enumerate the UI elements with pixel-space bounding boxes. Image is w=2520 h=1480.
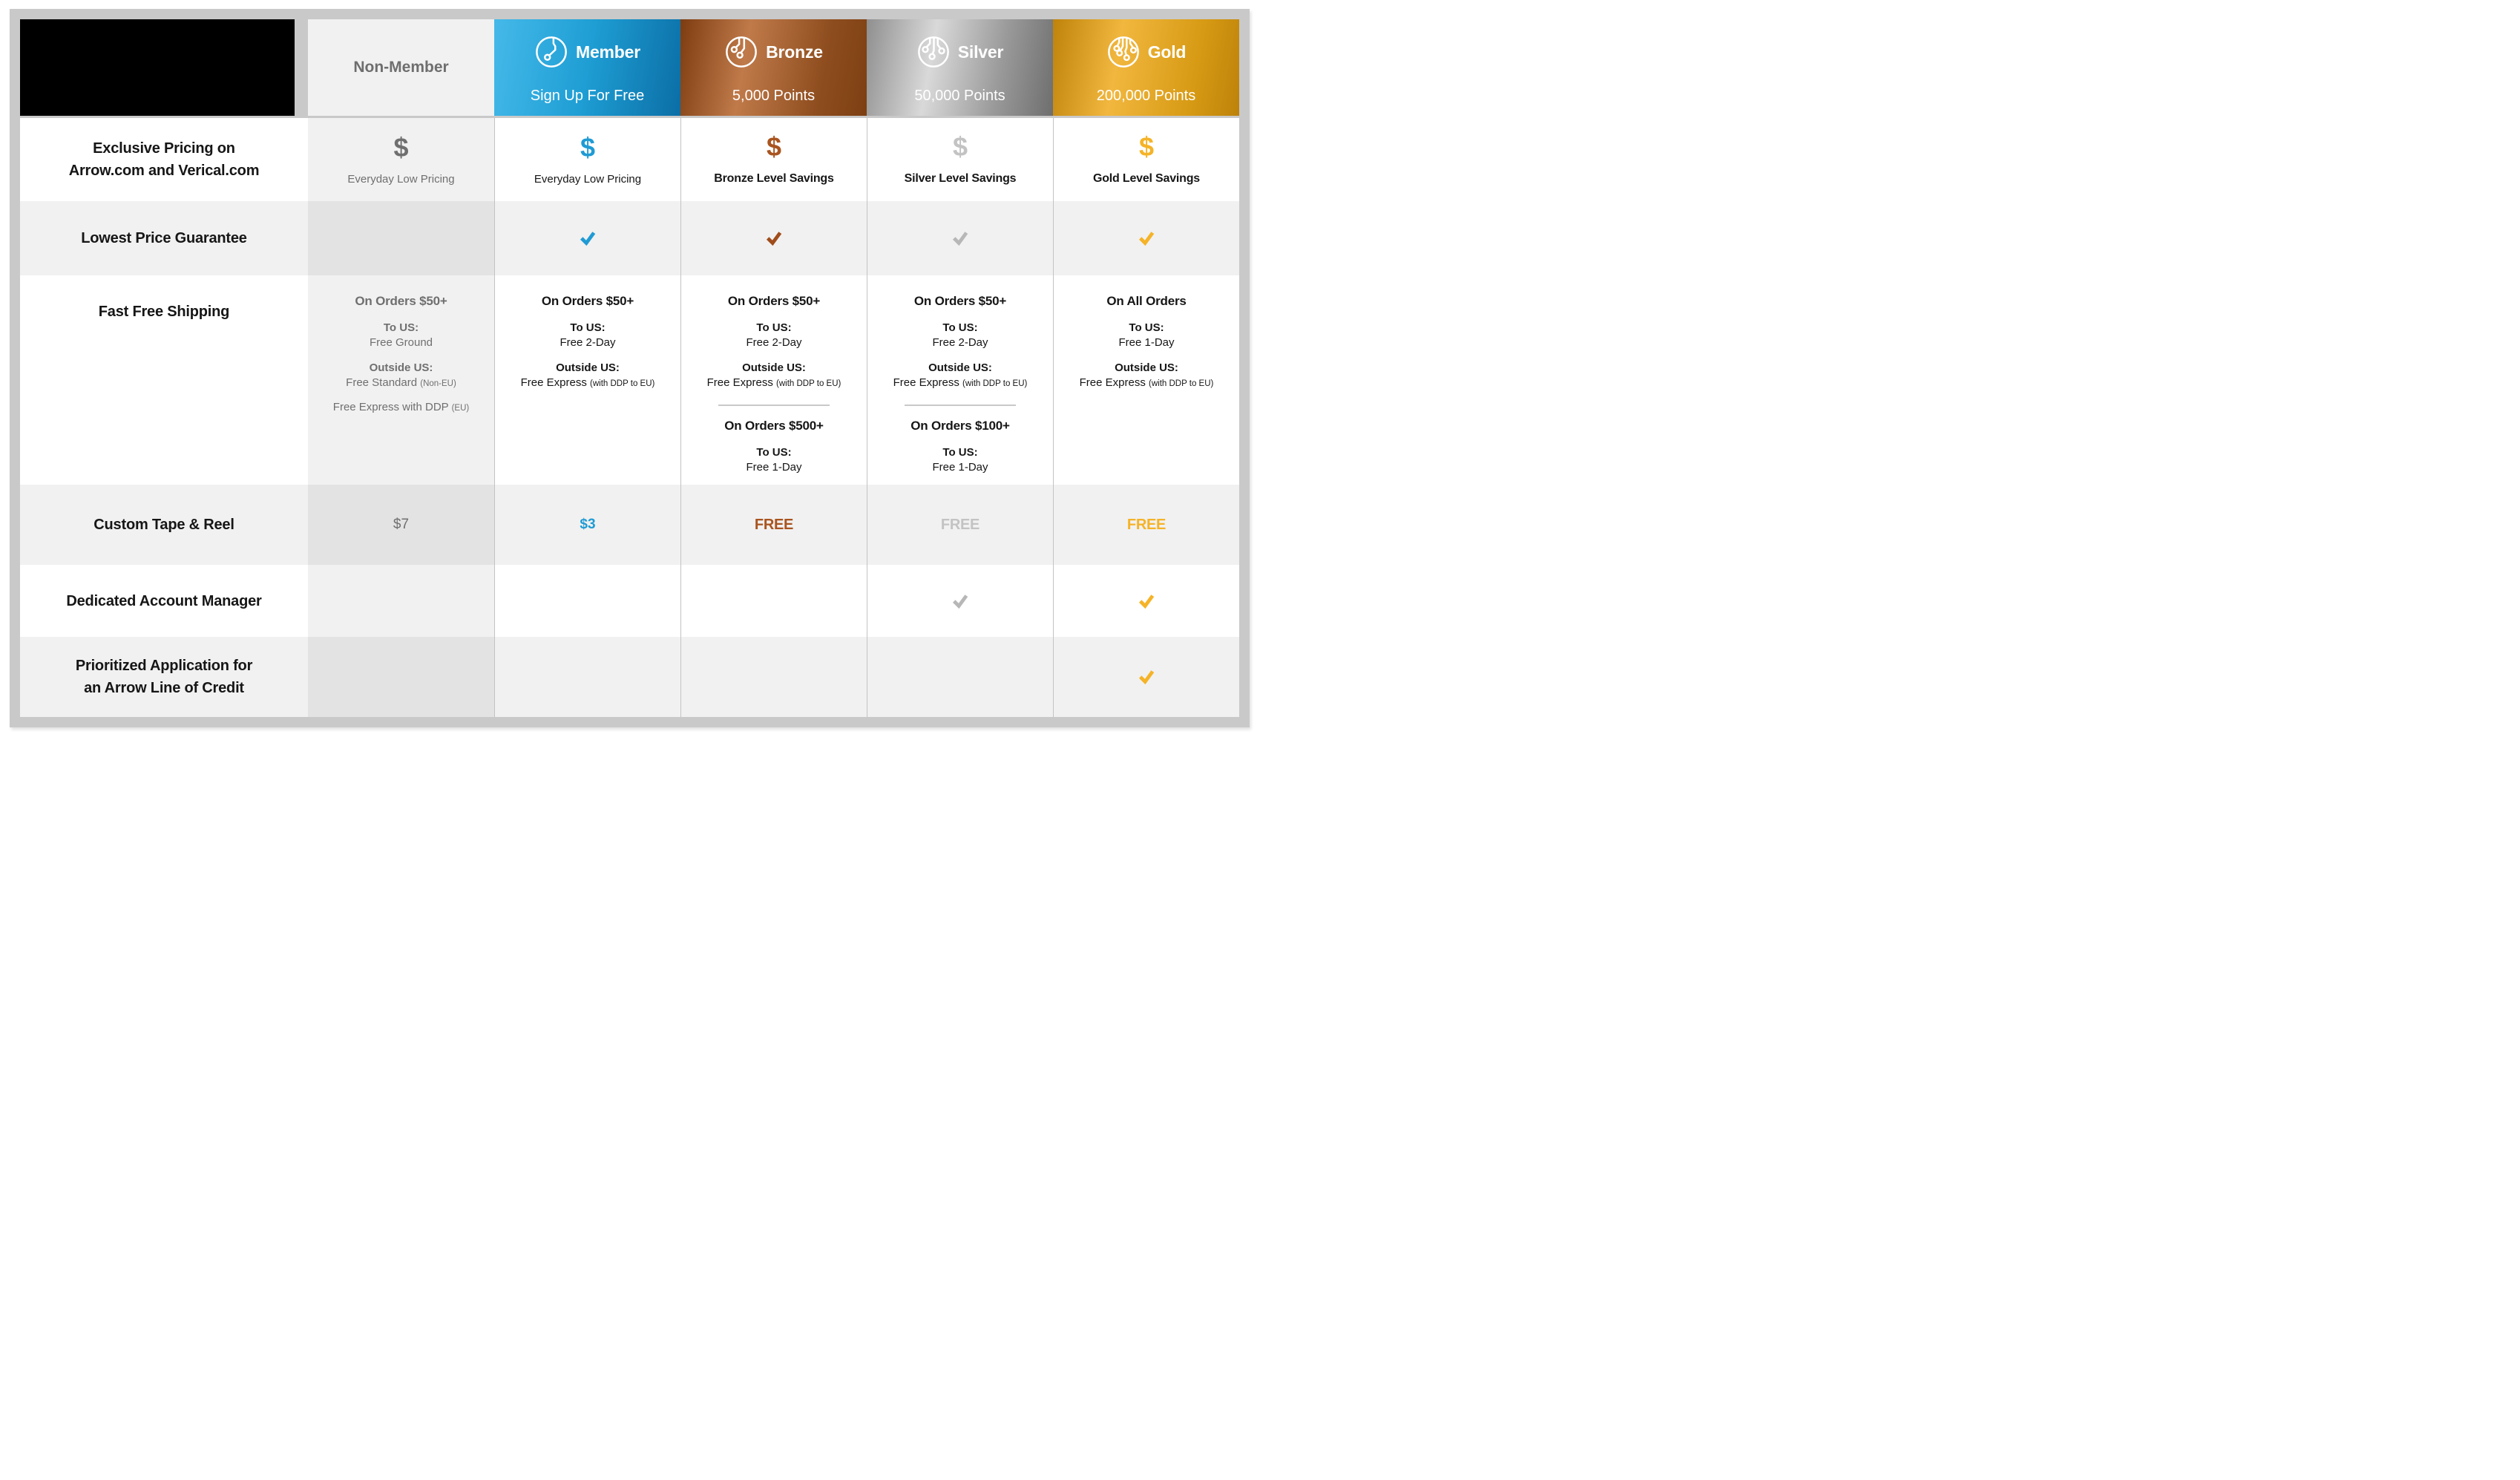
logo-placeholder [20,19,295,116]
bronze-circuit-icon [724,35,758,69]
cell-guarantee-nonmember [308,201,494,275]
cell-tape-gold: FREE [1053,485,1239,565]
check-icon [765,229,783,247]
member-title: Member [576,42,640,62]
non-member-title: Non-Member [353,59,449,76]
logo-cell [20,19,308,116]
bronze-points: 5,000 Points [732,88,816,104]
cell-pricing-gold: $ Gold Level Savings [1053,118,1239,201]
column-header-silver [867,19,1053,116]
row-lowest-price-guarantee [20,201,1239,275]
cell-guarantee-silver [867,201,1053,275]
cell-shipping-nonmember: On Orders $50+ To US: Free Ground Outside US: Free Standard (Non-EU) Free Express with DDP (EU) [308,275,494,485]
cell-shipping-member: On Orders $50+ To US: Free 2-Day Outside US: Free Express (with DDP to EU) [494,275,680,485]
cell-guarantee-bronze [680,201,867,275]
column-header-bronze [680,19,867,116]
check-icon [1138,229,1155,247]
cell-credit-nonmember [308,637,494,717]
column-header-gold [1053,19,1239,116]
cell-guarantee-member [494,201,680,275]
column-header-member [494,19,680,116]
bronze-title: Bronze [766,42,823,62]
cell-pricing-bronze: $ Bronze Level Savings [680,118,867,201]
cell-manager-nonmember [308,565,494,637]
gold-points: 200,000 Points [1096,88,1196,104]
cell-pricing-silver: $ Silver Level Savings [867,118,1053,201]
row-fast-free-shipping [20,275,1239,485]
silver-circuit-icon [916,35,951,69]
header-row [20,19,1239,116]
cell-tape-member: $3 [494,485,680,565]
row-custom-tape-reel [20,485,1239,565]
cell-pricing-nonmember: $ Everyday Low Pricing [308,118,494,201]
member-signup-link[interactable]: Sign Up For Free [530,88,645,104]
check-icon [579,229,597,247]
cell-manager-silver [867,565,1053,637]
row-dedicated-account-manager [20,565,1239,637]
table-frame [10,9,1250,727]
row-label-dedicated-account-manager: Dedicated Account Manager [66,592,262,609]
gold-title: Gold [1147,42,1187,62]
shipping-tier-divider [718,405,830,406]
dollar-icon: $ [766,131,782,162]
dollar-icon: $ [393,131,409,163]
silver-points: 50,000 Points [914,88,1005,104]
check-icon [951,592,969,610]
cell-manager-gold [1053,565,1239,637]
check-icon [951,229,969,247]
row-exclusive-pricing [20,118,1239,201]
cell-tape-nonmember: $7 [308,485,494,565]
row-label-fast-free-shipping: Fast Free Shipping [98,304,230,320]
membership-comparison-table [10,9,1250,727]
check-icon [1138,668,1155,686]
cell-manager-member [494,565,680,637]
cell-credit-bronze [680,637,867,717]
cell-tape-bronze: FREE [680,485,867,565]
cell-shipping-gold: On All Orders To US: Free 1-Day Outside US: Free Express (with DDP to EU) [1053,275,1239,485]
row-label-custom-tape-reel: Custom Tape & Reel [93,517,234,533]
shipping-tier-divider [905,405,1016,406]
cell-credit-member [494,637,680,717]
column-header-non-member [308,19,494,116]
row-line-of-credit [20,637,1239,717]
cell-pricing-member: $ Everyday Low Pricing [494,118,680,201]
dollar-icon: $ [1138,131,1155,162]
row-label-line-of-credit: Prioritized Application for an Arrow Line of Credit [75,658,253,696]
cell-guarantee-gold [1053,201,1239,275]
cell-manager-bronze [680,565,867,637]
cell-credit-silver [867,637,1053,717]
row-label-exclusive-pricing: Exclusive Pricing on Arrow.com and Verical.com [68,140,260,179]
gold-circuit-icon [1106,35,1141,69]
cell-shipping-bronze: On Orders $50+ To US: Free 2-Day Outside US: Free Express (with DDP to EU) On Orders $500+ To US: Free 1-Day [680,275,867,485]
cell-shipping-silver: On Orders $50+ To US: Free 2-Day Outside US: Free Express (with DDP to EU) On Orders $100+ To US: Free 1-Day [867,275,1053,485]
silver-title: Silver [957,42,1004,62]
cell-credit-gold [1053,637,1239,717]
dollar-icon: $ [952,131,968,162]
check-icon [1138,592,1155,610]
cell-tape-silver: FREE [867,485,1053,565]
row-label-lowest-price-guarantee: Lowest Price Guarantee [81,230,247,246]
dollar-icon: $ [580,131,596,163]
member-circuit-icon [534,35,568,69]
